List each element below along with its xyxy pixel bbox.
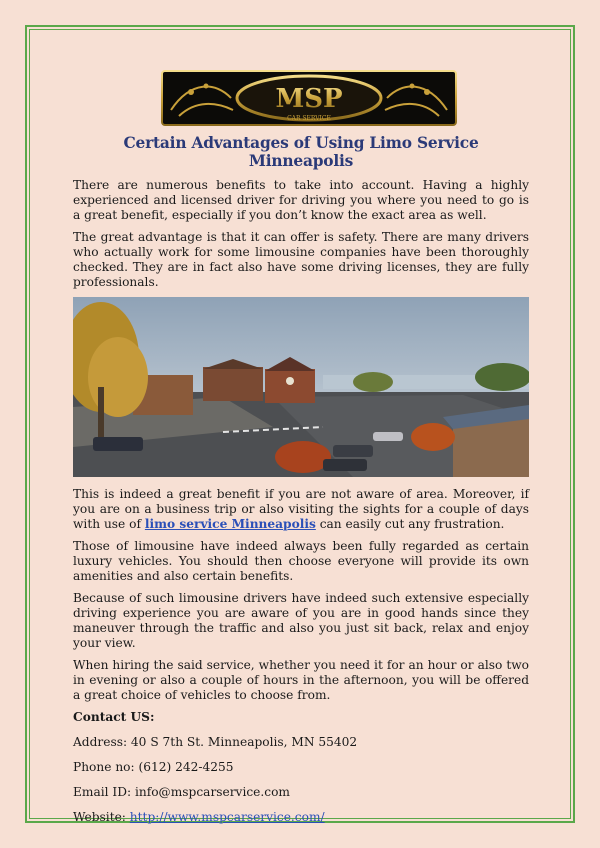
paragraph-5: Because of such limousine drivers have indeed such extensive especially driving experience you are aware of you are in good hands since they maneuver through the traffic and also you just sit back, relax and enjoy your view. bbox=[73, 591, 529, 650]
website-link[interactable]: http://www.mspcarservice.com/ bbox=[129, 810, 325, 824]
street-photo bbox=[73, 297, 529, 477]
document-body bbox=[73, 70, 529, 835]
paragraph-1: There are numerous benefits to take into account. Having a highly experienced and licensed driver for driving you where you need to go is a great benefit, especially if you don’t know the exact area as well. bbox=[73, 178, 529, 222]
logo-subtitle: CAR SERVICE bbox=[287, 115, 331, 122]
contact-website: Website: http://www.mspcarservice.com/ bbox=[73, 810, 325, 824]
logo-letters: MSP bbox=[275, 84, 343, 114]
msp-logo bbox=[161, 70, 457, 126]
contact-address: Address: 40 S 7th St. Minneapolis, MN 55402 bbox=[73, 735, 358, 749]
paragraph-3: This is indeed a great benefit if you are not aware of area. Moreover, if you are on a business trip or also visiting the sights for a couple of days with use of limo service Minneapolis can easily cut any frustration. bbox=[73, 487, 529, 531]
paragraph-2: The great advantage is that it can offer is safety. There are many drivers who actually work for some limousine companies have been thoroughly checked. They are in fact also have some driving licenses, they are fully professionals. bbox=[73, 230, 529, 289]
contact-phone: Phone no: (612) 242-4255 bbox=[73, 760, 234, 774]
contact-heading: Contact US: bbox=[73, 710, 155, 724]
page-title: Certain Advantages of Using Limo Service Minneapolis bbox=[123, 134, 479, 170]
limo-service-link[interactable]: limo service Minneapolis bbox=[144, 517, 316, 531]
paragraph-4: Those of limousine have indeed always been fully regarded as certain luxury vehicles. You should then choose everyone will provide its own amenities and also certain benefits. bbox=[73, 539, 529, 583]
paragraph-6: When hiring the said service, whether you need it for an hour or also two in evening or also a couple of hours in the afternoon, you will be offered a great choice of vehicles to choose from. bbox=[73, 658, 529, 702]
contact-email: Email ID: info@mspcarservice.com bbox=[73, 785, 290, 799]
